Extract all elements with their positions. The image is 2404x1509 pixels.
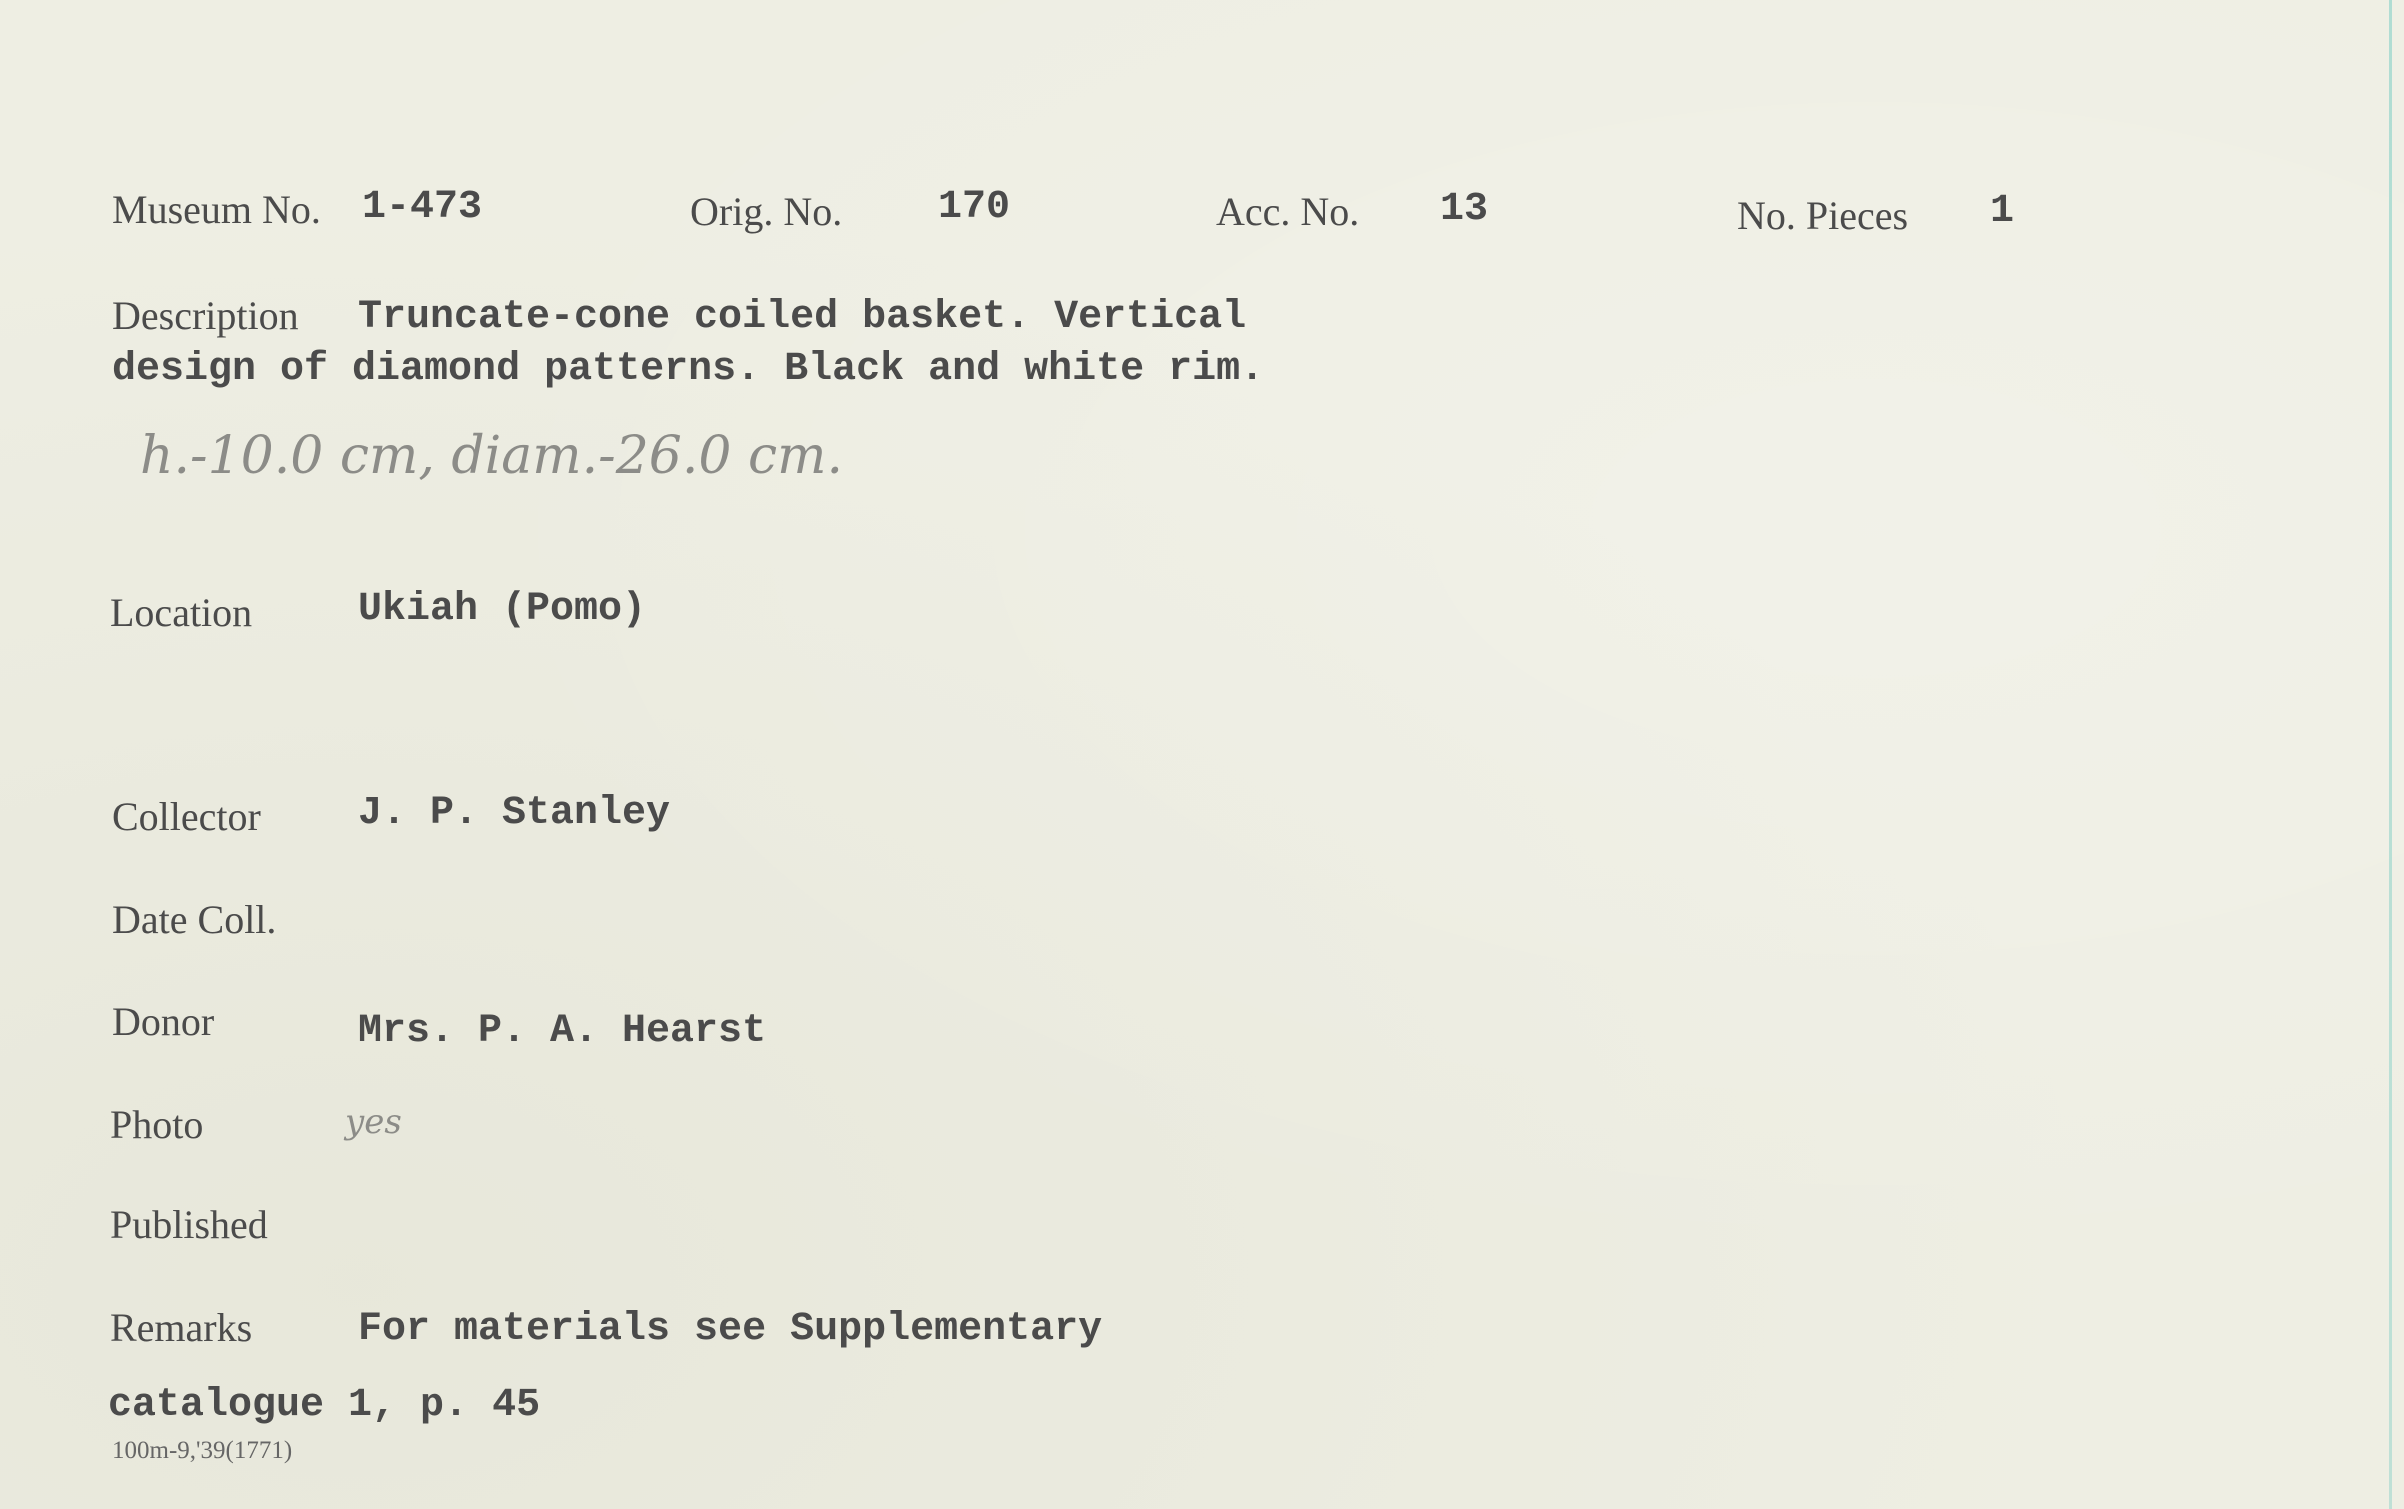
museum-no-label: Museum No.: [112, 187, 321, 232]
acc-no-label: Acc. No.: [1216, 189, 1360, 234]
photo-value-handwritten: yes: [345, 1102, 402, 1142]
location-label: Location: [110, 590, 253, 635]
orig-no-value: 170: [938, 185, 1011, 230]
description-label: Description: [112, 293, 299, 338]
donor-value: Mrs. P. A. Hearst: [358, 1009, 767, 1054]
photo-label: Photo: [110, 1102, 204, 1147]
collector-value: J. P. Stanley: [358, 791, 671, 836]
acc-no-value: 13: [1440, 187, 1489, 232]
no-pieces-value: 1: [1990, 189, 2015, 234]
orig-no-label: Orig. No.: [690, 189, 843, 234]
location-value: Ukiah (Pomo): [358, 587, 647, 632]
measurements-handwritten-note: h.-10.0 cm, diam.-26.0 cm.: [140, 426, 843, 486]
description-line-1: Truncate-cone coiled basket. Vertical: [358, 295, 1247, 340]
remarks-line-2: catalogue 1, p. 45: [108, 1383, 541, 1428]
card-edge-line: [2389, 0, 2392, 1509]
collector-label: Collector: [112, 794, 261, 839]
donor-label: Donor: [112, 999, 215, 1044]
description-line-2: design of diamond patterns. Black and white rim.: [112, 347, 1265, 392]
museum-no-value: 1-473: [362, 185, 483, 230]
form-code: 100m-9,'39(1771): [112, 1437, 293, 1464]
no-pieces-label: No. Pieces: [1737, 193, 1909, 238]
date-coll-label: Date Coll.: [112, 897, 277, 942]
published-label: Published: [110, 1202, 268, 1247]
remarks-label: Remarks: [110, 1305, 253, 1350]
remarks-line-1: For materials see Supplementary: [358, 1307, 1103, 1352]
